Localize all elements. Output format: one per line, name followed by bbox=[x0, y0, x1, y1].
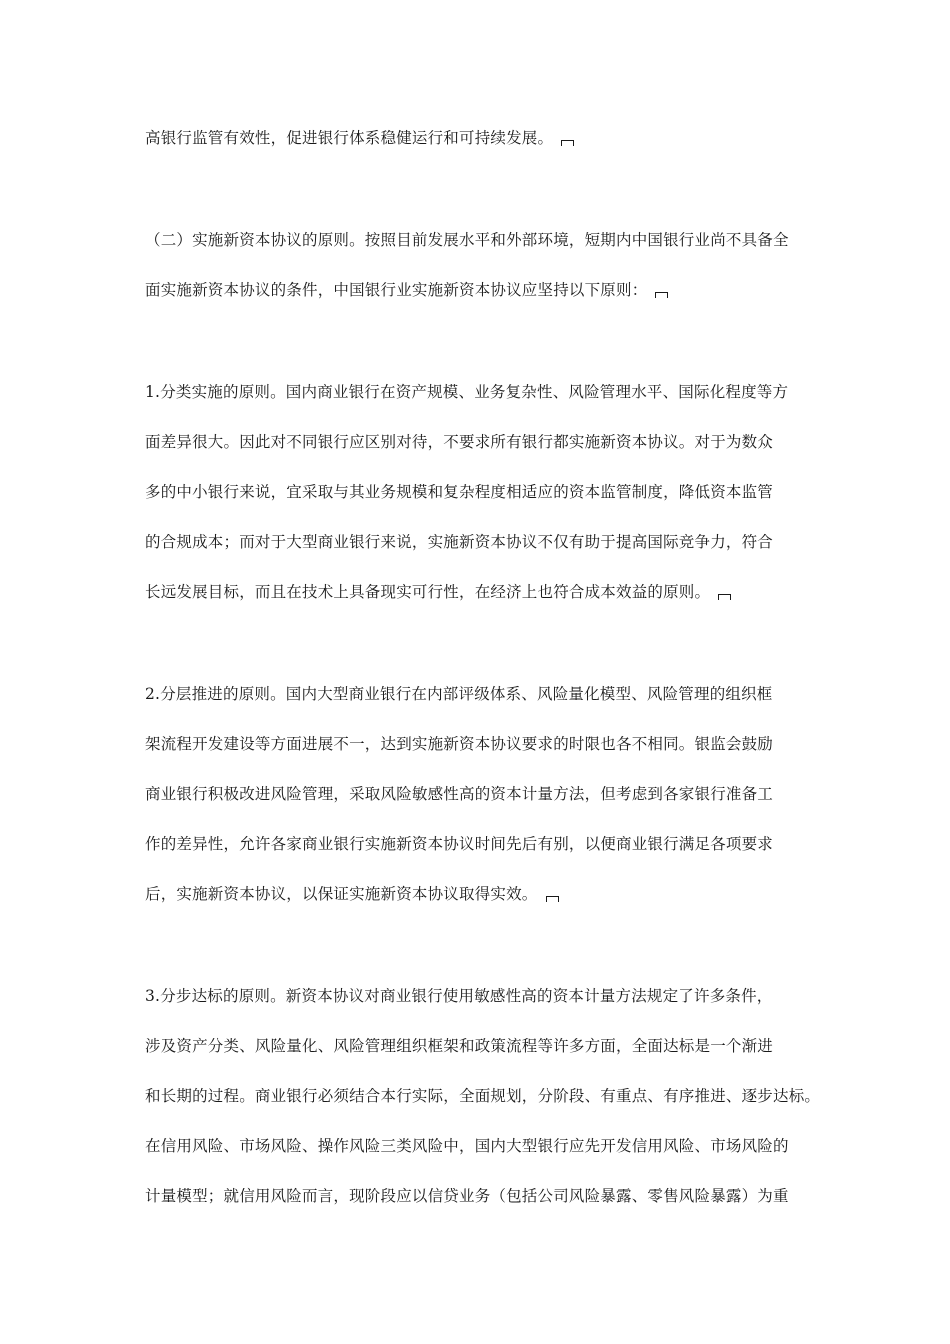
text-run: 面差异很大。因此对不同银行应区别对待，不要求所有银行都实施新资本协议。对于为数众 bbox=[145, 433, 774, 451]
paragraph-2-line-0 bbox=[145, 381, 825, 403]
paragraph-end-mark bbox=[718, 594, 731, 600]
paragraph-4-line-1 bbox=[145, 1035, 825, 1057]
paragraph-0-line-0 bbox=[145, 127, 825, 149]
paragraph-4-line-4 bbox=[145, 1185, 825, 1207]
text-run: 涉及资产分类、风险量化、风险管理组织框架和政策流程等许多方面，全面达标是一个渐进 bbox=[145, 1037, 774, 1055]
paragraph-3-line-3 bbox=[145, 833, 825, 855]
text-run: 在信用风险、市场风险、操作风险三类风险中，国内大型银行应先开发信用风险、市场风险的 bbox=[145, 1137, 789, 1155]
paragraph-1-line-0 bbox=[145, 229, 825, 251]
paragraph-end-mark bbox=[561, 140, 574, 146]
paragraph-2-line-3 bbox=[145, 531, 825, 553]
paragraph-4-line-3 bbox=[145, 1135, 825, 1157]
text-run: 高银行监管有效性，促进银行体系稳健运行和可持续发展。 bbox=[145, 129, 554, 147]
paragraph-1-line-1 bbox=[145, 279, 825, 301]
paragraph-2-line-4 bbox=[145, 581, 825, 603]
text-run: 面实施新资本协议的条件，中国银行业实施新资本协议应坚持以下原则： bbox=[145, 281, 648, 299]
text-run: 计量模型；就信用风险而言，现阶段应以信贷业务（包括公司风险暴露、零售风险暴露）为重 bbox=[145, 1187, 789, 1205]
paragraph-4-line-0 bbox=[145, 985, 825, 1007]
text-run: 多的中小银行来说，宜采取与其业务规模和复杂程度相适应的资本监管制度，降低资本监管 bbox=[145, 483, 774, 501]
text-run: 商业银行积极改进风险管理，采取风险敏感性高的资本计量方法，但考虑到各家银行准备工 bbox=[145, 785, 774, 803]
paragraph-2-line-1 bbox=[145, 431, 825, 453]
text-run: 长远发展目标，而且在技术上具备现实可行性，在经济上也符合成本效益的原则。 bbox=[145, 583, 711, 601]
text-run: （二）实施新资本协议的原则。按照目前发展水平和外部环境，短期内中国银行业尚不具备全 bbox=[145, 231, 789, 249]
text-run: 架流程开发建设等方面进展不一，达到实施新资本协议要求的时限也各不相同。银监会鼓励 bbox=[145, 735, 774, 753]
paragraph-3-line-1 bbox=[145, 733, 825, 755]
paragraph-4-line-2 bbox=[145, 1085, 825, 1107]
paragraph-3-line-0 bbox=[145, 683, 825, 705]
text-run: 3.分步达标的原则。新资本协议对商业银行使用敏感性高的资本计量方法规定了许多条件， bbox=[145, 987, 773, 1005]
paragraph-3-line-4 bbox=[145, 883, 825, 905]
paragraph-end-mark bbox=[546, 896, 559, 902]
text-run: 后，实施新资本协议，以保证实施新资本协议取得实效。 bbox=[145, 885, 538, 903]
text-run: 和长期的过程。商业银行必须结合本行实际，全面规划，分阶段、有重点、有序推进、逐步达标。 bbox=[145, 1087, 821, 1105]
text-run: 的合规成本；而对于大型商业银行来说，实施新资本协议不仅有助于提高国际竞争力，符合 bbox=[145, 533, 774, 551]
text-run: 作的差异性，允许各家商业银行实施新资本协议时间先后有别，以便商业银行满足各项要求 bbox=[145, 835, 774, 853]
text-run: 2.分层推进的原则。国内大型商业银行在内部评级体系、风险量化模型、风险管理的组织框 bbox=[145, 685, 773, 703]
paragraph-2-line-2 bbox=[145, 481, 825, 503]
paragraph-end-mark bbox=[655, 292, 668, 298]
paragraph-3-line-2 bbox=[145, 783, 825, 805]
text-run: 1.分类实施的原则。国内商业银行在资产规模、业务复杂性、风险管理水平、国际化程度等方 bbox=[145, 383, 789, 401]
